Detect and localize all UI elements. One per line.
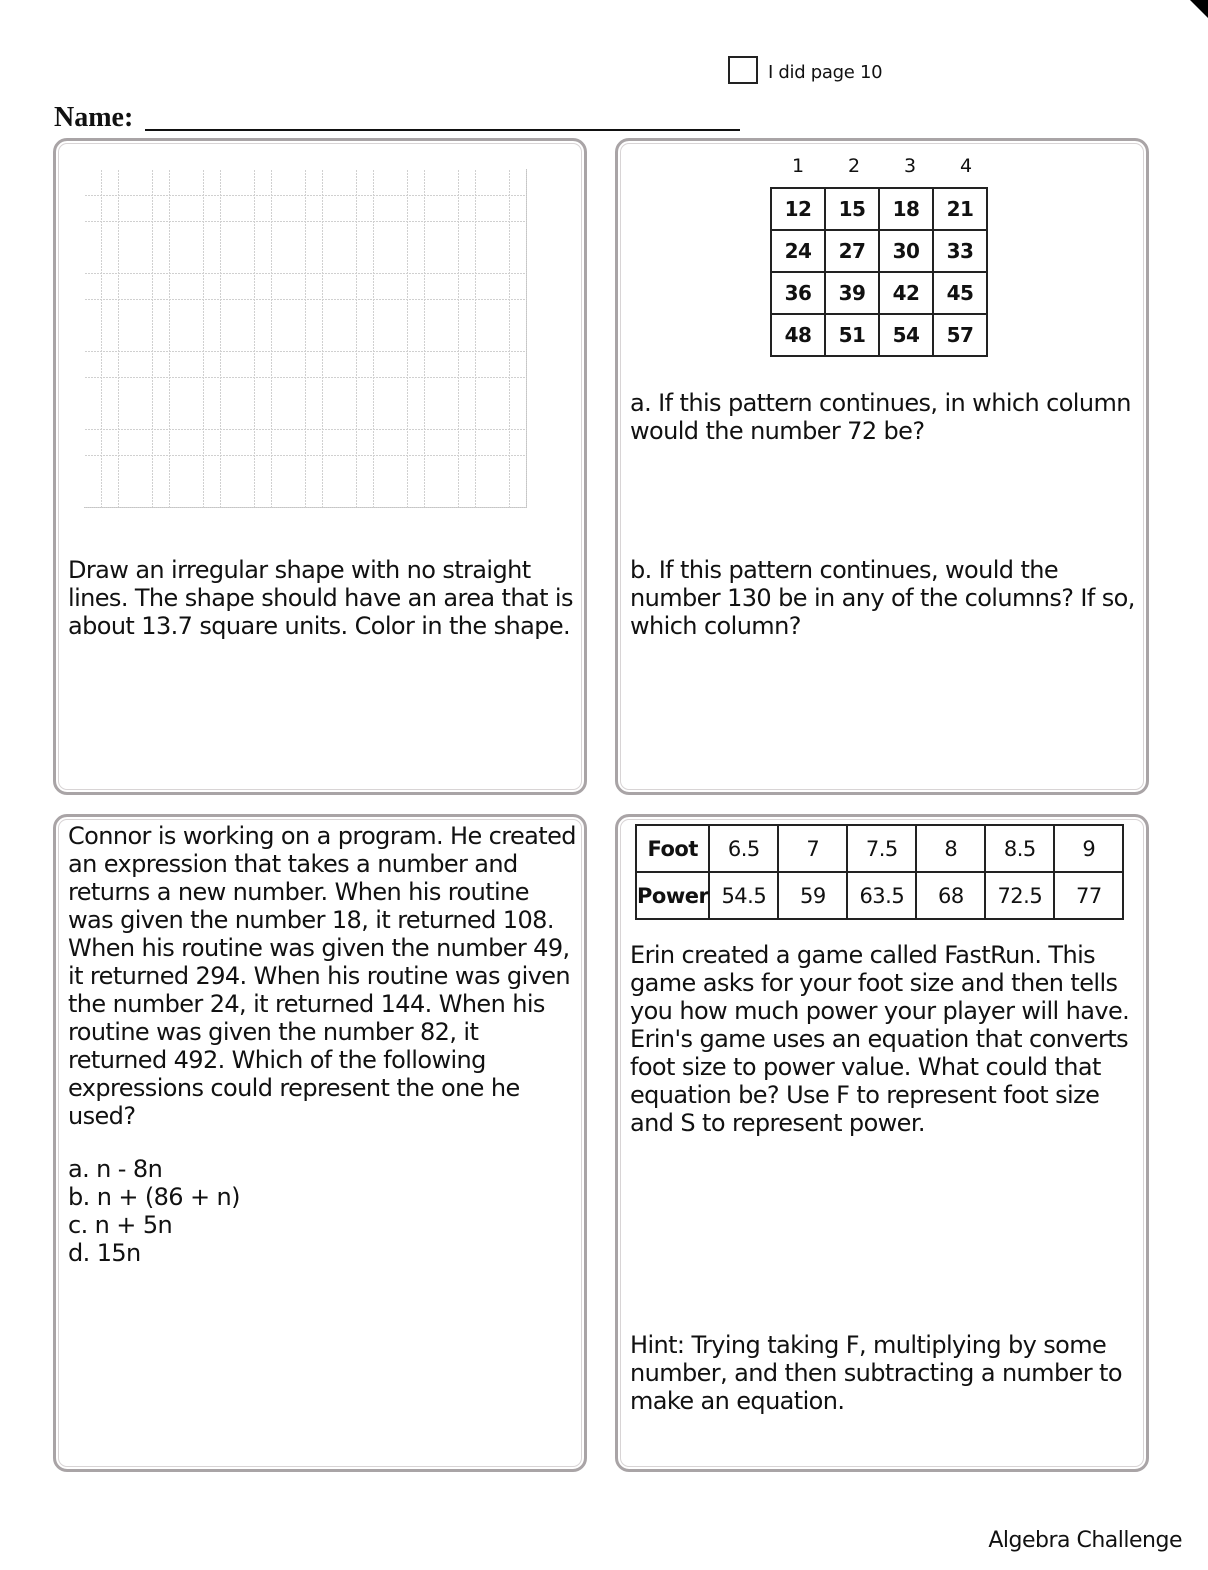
page-corner-mark	[1190, 0, 1208, 18]
column-header: 2	[847, 155, 861, 177]
table-cell: 15	[825, 188, 879, 230]
table-row	[771, 230, 987, 272]
table-cell: 30	[879, 230, 933, 272]
pattern-table	[770, 187, 988, 357]
table-cell: 8.5	[985, 825, 1054, 872]
table-cell: 59	[778, 872, 847, 919]
table-cell: 39	[825, 272, 879, 314]
table-cell: 77	[1054, 872, 1123, 919]
expression-prompt: Connor is working on a program. He created an expression that takes a number and returns a new number. When his routine was given the number 18, it returned 108. When his routine was given the number 49, it returned 294. When his routine was given the number 24, it returned 144. When his routine was given the number 82, it returned 492. Which of the following expressions could represent the one he used?	[68, 822, 576, 1130]
fastrun-hint: Hint: Trying taking F, multiplying by some number, and then subtracting a number to make an equation.	[630, 1331, 1122, 1415]
card-expression	[53, 814, 587, 1472]
table-cell: 54	[879, 314, 933, 356]
table-cell: 7	[778, 825, 847, 872]
option-b: b. n + (86 + n)	[68, 1183, 240, 1211]
table-cell: 33	[933, 230, 987, 272]
table-cell: 72.5	[985, 872, 1054, 919]
name-label: Name:	[54, 102, 134, 133]
table-cell: 54.5	[709, 872, 778, 919]
name-line	[145, 129, 740, 131]
draw-shape-prompt: Draw an irregular shape with no straight lines. The shape should have an area that is about 13.7 square units. Color in the shape.	[68, 556, 573, 640]
table-row	[771, 272, 987, 314]
table-row	[771, 314, 987, 356]
table-cell: 45	[933, 272, 987, 314]
table-row	[771, 188, 987, 230]
dot-grid[interactable]	[84, 169, 527, 508]
power-header: Power	[636, 872, 709, 919]
column-header: 1	[791, 155, 805, 177]
table-cell: 27	[825, 230, 879, 272]
pattern-question-b: b. If this pattern continues, would the number 130 be in any of the columns? If so, which column?	[630, 556, 1135, 640]
table-cell: 36	[771, 272, 825, 314]
table-cell: 68	[916, 872, 985, 919]
table-cell: 48	[771, 314, 825, 356]
fastrun-prompt: Erin created a game called FastRun. This game asks for your foot size and then tells you how much power your player will have. Erin's game uses an equation that converts foot size to power value. What could that equation be? Use F to represent foot size and S to represent power.	[630, 941, 1130, 1137]
option-c: c. n + 5n	[68, 1211, 173, 1239]
option-d: d. 15n	[68, 1239, 141, 1267]
table-cell: 12	[771, 188, 825, 230]
table-cell: 57	[933, 314, 987, 356]
foot-power-table	[635, 824, 1124, 920]
table-cell: 51	[825, 314, 879, 356]
did-page-label: I did page 10	[768, 62, 883, 83]
table-row	[636, 872, 1123, 919]
table-cell: 63.5	[847, 872, 916, 919]
table-cell: 7.5	[847, 825, 916, 872]
table-cell: 42	[879, 272, 933, 314]
table-row	[636, 825, 1123, 872]
card-draw-shape	[53, 138, 587, 795]
table-cell: 21	[933, 188, 987, 230]
table-cell: 24	[771, 230, 825, 272]
table-cell: 9	[1054, 825, 1123, 872]
footer-title: Algebra Challenge	[988, 1528, 1182, 1553]
table-cell: 6.5	[709, 825, 778, 872]
table-cell: 18	[879, 188, 933, 230]
column-header: 3	[903, 155, 917, 177]
column-header: 4	[959, 155, 973, 177]
pattern-question-a: a. If this pattern continues, in which column would the number 72 be?	[630, 389, 1131, 445]
foot-header: Foot	[636, 825, 709, 872]
table-cell: 8	[916, 825, 985, 872]
option-a: a. n - 8n	[68, 1155, 163, 1183]
did-page-checkbox[interactable]	[728, 56, 758, 84]
